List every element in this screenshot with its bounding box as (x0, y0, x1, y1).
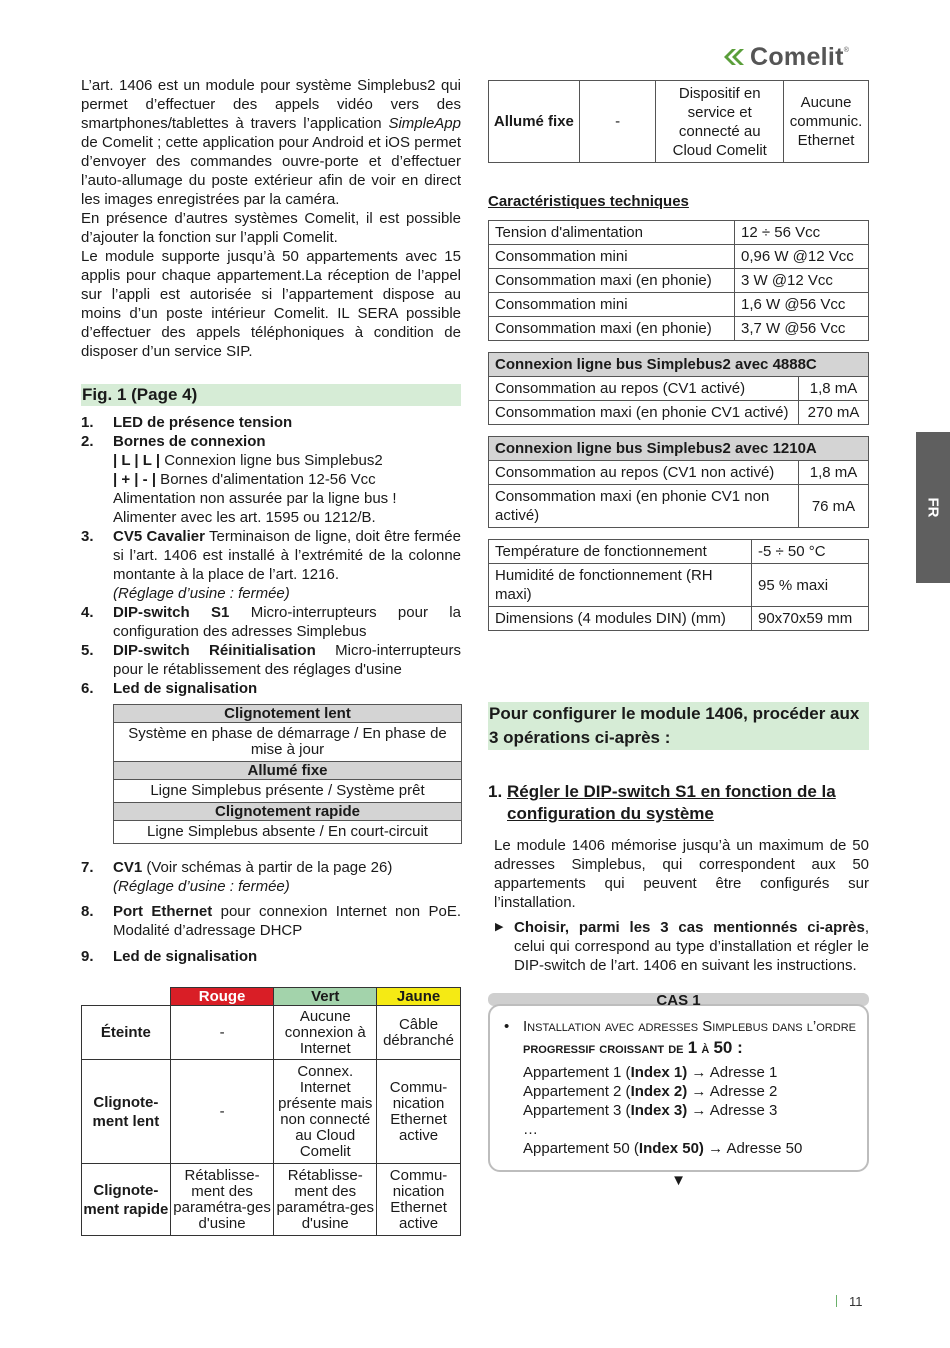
address-line-text: Appartement 1 ( (523, 1064, 631, 1081)
cell-jaune: Aucune communic. Ethernet (784, 81, 869, 163)
spec-value: 1,8 mA (799, 461, 869, 485)
spec-value: 1,8 mA (799, 377, 869, 401)
item-title: Led de signalisation (113, 680, 258, 697)
item-number: 7. (81, 859, 94, 876)
spec-value: 0,96 W @12 Vcc (735, 245, 869, 269)
list-item (81, 947, 461, 966)
address-line (523, 1063, 857, 1082)
spec-value: 3 W @12 Vcc (735, 269, 869, 293)
bullet-icon: • (504, 1018, 510, 1035)
cas-lead-bold: progressif croissant de (523, 1040, 684, 1057)
brand-registered-mark: ® (843, 46, 849, 54)
page-number (836, 1292, 863, 1311)
list-item (81, 413, 461, 432)
led-state-value: Ligne Simplebus absente / En court-circuit (114, 821, 462, 844)
right-column (488, 80, 869, 1188)
cell-vert: Dispositif en service et connecté au Cloud Comelit (656, 81, 784, 163)
cell-rouge: - (170, 1060, 274, 1164)
address-index: Index 2) (630, 1083, 688, 1100)
address-value: → Adresse 3 (687, 1102, 778, 1119)
spec-label: Humidité de fonctionnement (RH maxi) (489, 564, 752, 607)
intro-p1-pre: L’art. 1406 est un module pour système Simplebus2 qui permet d’effectuer des appels vidéo vers des smartphones/tablettes à travers l’application (81, 77, 461, 132)
col-header-vert: Vert (274, 988, 377, 1006)
cas-lead-end: 50 : (713, 1038, 743, 1057)
address-line (523, 1120, 857, 1139)
list-item (81, 679, 461, 844)
spec-value: 3,7 W @56 Vcc (735, 317, 869, 341)
cas-lead-text: Installation avec adresses Simplebus dans l’ordre (523, 1018, 856, 1035)
spec-label: Consommation maxi (en phonie) (489, 317, 735, 341)
list-item (81, 603, 461, 641)
brand-name: Comelit (750, 43, 844, 71)
list-item (81, 432, 461, 527)
row-label: Clignote-ment lent (82, 1060, 171, 1164)
cas-lead-start: 1 (687, 1038, 698, 1057)
cell-rouge: - (579, 81, 656, 163)
col-header-jaune: Jaune (377, 988, 461, 1006)
item-text: pour connexion Internet non PoE. Modalité d’adressage DHCP (113, 903, 461, 939)
cas-header: CAS 1 (488, 993, 869, 1006)
list-item (81, 527, 461, 603)
figure-legend-list (81, 413, 461, 966)
item-number: 2. (81, 433, 94, 450)
terminal-desc: Connexion ligne bus Simplebus2 (160, 452, 383, 469)
address-index: Index 50) (638, 1140, 704, 1157)
item-title: Bornes de connexion (113, 433, 266, 450)
item-title: Port Ethernet (113, 903, 213, 920)
item-title: CV5 Cavalier (113, 528, 205, 545)
ethernet-led-table (81, 987, 461, 1236)
cell-rouge: - (170, 1006, 274, 1060)
triangle-bullet-icon: ▶ (495, 921, 504, 933)
item-note: (Réglage d’usine : fermée) (113, 585, 290, 602)
language-tab-label: FR (924, 497, 942, 518)
row-label: Clignote-ment rapide (82, 1164, 171, 1236)
cas-lead (504, 1016, 857, 1059)
brand-logo (722, 44, 849, 70)
intro-app-name: SimpleApp (388, 115, 461, 132)
address-index: Index 3) (630, 1102, 688, 1119)
terminal-label: | L | L | (113, 452, 161, 469)
led-state-header: Allumé fixe (114, 762, 462, 780)
led-state-header: Clignotement lent (114, 705, 462, 723)
spec-label: Dimensions (4 modules DIN) (mm) (489, 607, 752, 631)
step-title-text: Régler le DIP-switch S1 en fonction de la configuration du système (507, 782, 836, 823)
left-column (81, 76, 461, 1236)
environment-specs-table (488, 539, 869, 631)
list-item (81, 902, 461, 940)
address-index: Index 1) (630, 1064, 688, 1081)
step-number: 1. (488, 782, 503, 801)
address-line (523, 1082, 857, 1101)
spec-value: 76 mA (799, 485, 869, 528)
specs-title: Caractéristiques techniques (488, 193, 689, 210)
terminal-label: | + | - | (113, 471, 157, 488)
cell-vert: Connex. Internet présente mais non connecté au Cloud Comelit (274, 1060, 377, 1164)
spec-value: -5 ÷ 50 °C (752, 540, 869, 564)
terminal-desc: Bornes d'alimentation 12-56 Vcc (156, 471, 376, 488)
item-title: Led de signalisation (113, 948, 258, 965)
cell-jaune: Commu-nication Ethernet active (377, 1164, 461, 1236)
cell-jaune: Câble débranché (377, 1006, 461, 1060)
col-header-rouge: Rouge (170, 988, 274, 1006)
item-text: Micro-interrupteurs pour la configuration des adresses Simplebus (113, 604, 461, 640)
address-line (523, 1139, 857, 1158)
item-number: 5. (81, 642, 94, 659)
cas-lead-to: à (701, 1040, 710, 1057)
intro-paragraph-3: Le module supporte jusqu’à 50 appartements avec 15 applis pour chaque appartement.La réception de l’appel sur l’appli est autorisée si l’appartement dispose au moins d’un poste intérieur Comelit. IL SERA possible d’effectuer des appels téléphoniques à condition de disposer d’un service SIP. (81, 248, 461, 360)
spec-label: Tension d'alimentation (489, 221, 735, 245)
address-value: → Adresse 2 (687, 1083, 778, 1100)
intro-paragraph-2: En présence d’autres systèmes Comelit, il est possible d’ajouter la fonction sur l’appli Comelit. (81, 210, 461, 246)
bus-table-header: Connexion ligne bus Simplebus2 avec 4888C (489, 353, 869, 377)
led-state-header: Clignotement rapide (114, 803, 462, 821)
item-title: DIP-switch Réinitialisation (113, 642, 316, 659)
item-number: 9. (81, 948, 94, 965)
address-list (504, 1063, 857, 1158)
step-title (488, 781, 869, 825)
address-line-text: Appartement 3 ( (523, 1102, 631, 1119)
address-value: → Adresse 50 (703, 1140, 803, 1157)
item-number: 4. (81, 604, 94, 621)
row-label: Éteinte (82, 1006, 171, 1060)
intro-paragraph-1 (81, 76, 461, 209)
row-label: Allumé fixe (489, 81, 580, 163)
empty-corner (82, 988, 171, 1006)
led-state-value: Ligne Simplebus présente / Système prêt (114, 780, 462, 803)
address-line-text: … (523, 1121, 538, 1138)
led-status-table (113, 704, 462, 844)
spec-label: Consommation mini (489, 245, 735, 269)
config-heading: Pour configurer le module 1406, procéder aux 3 opérations ci-après : (488, 702, 869, 750)
ethernet-led-table-continued (488, 80, 869, 163)
bus-4888c-table (488, 352, 869, 425)
item-number: 6. (81, 680, 94, 697)
figure-heading: Fig. 1 (Page 4) (81, 384, 461, 406)
cas-box (488, 1004, 869, 1172)
down-arrow-icon: ▼ (671, 1172, 686, 1189)
spec-label: Température de fonctionnement (489, 540, 752, 564)
item-number: 3. (81, 528, 94, 545)
item-title: DIP-switch S1 (113, 604, 230, 621)
item-title: CV1 (113, 859, 143, 876)
address-line-text: Appartement 2 ( (523, 1083, 631, 1100)
spec-label: Consommation au repos (CV1 non activé) (489, 461, 799, 485)
address-value: → Adresse 1 (687, 1064, 778, 1081)
list-item (81, 858, 461, 896)
item-text: Micro-interrupteurs pour le rétablissement des réglages d'usine (113, 642, 461, 678)
spec-value: 95 % maxi (752, 564, 869, 607)
address-line-text: Appartement 50 ( (523, 1140, 639, 1157)
instruction-rest: , celui qui correspond au type d’installation et régler le DIP-switch de l’art. 1406 en suivant les instructions. (514, 919, 869, 974)
spec-label: Consommation mini (489, 293, 735, 317)
config-paragraph: Le module 1406 mémorise jusqu’à un maximum de 50 adresses Simplebus, qui correspondent aux 50 appartements qui peuvent être configurés sur l’installation. (494, 837, 869, 911)
spec-label: Consommation au repos (CV1 activé) (489, 377, 799, 401)
cell-vert: Rétablisse-ment des paramétra-ges d'usine (274, 1164, 377, 1236)
item-number: 1. (81, 414, 94, 431)
spec-label: Consommation maxi (en phonie CV1 activé) (489, 401, 799, 425)
cell-vert: Aucune connexion à Internet (274, 1006, 377, 1060)
item-text: (Voir schémas à partir de la page 26) (142, 859, 393, 876)
power-specs-table (488, 220, 869, 341)
cell-jaune: Commu-nication Ethernet active (377, 1060, 461, 1164)
language-tab (916, 432, 950, 583)
address-line (523, 1101, 857, 1120)
cell-rouge: Rétablisse-ment des paramétra-ges d'usine (170, 1164, 274, 1236)
item-note: (Réglage d’usine : fermée) (113, 878, 290, 895)
bus-table-header: Connexion ligne bus Simplebus2 avec 1210A (489, 437, 869, 461)
page-number-divider (836, 1295, 837, 1307)
item-number: 8. (81, 903, 94, 920)
spec-value: 90x70x59 mm (752, 607, 869, 631)
spec-label: Consommation maxi (en phonie CV1 non activé) (489, 485, 799, 528)
config-instruction (488, 918, 869, 975)
spec-value: 270 mA (799, 401, 869, 425)
comelit-logo-icon (722, 48, 748, 66)
intro-p1-post: de Comelit ; cette application pour Android et iOS permet d’envoyer des commandes ouvre-porte et d’effectuer l’auto-allumage du poste extérieur afin de voir en direct les images enregistrées par la caméra. (81, 134, 461, 208)
page-number-value: 11 (849, 1294, 863, 1309)
list-item (81, 641, 461, 679)
bus-1210a-table (488, 436, 869, 528)
instruction-bold: Choisir, parmi les 3 cas mentionnés ci-après (514, 919, 865, 936)
spec-value: 1,6 W @56 Vcc (735, 293, 869, 317)
item-text: Terminaison de ligne, doit être fermée si l’art. 1406 est installé à l’extrémité de la colonne montante à la place de l’art. 1216. (113, 528, 461, 583)
power-note: Alimentation non assurée par la ligne bus ! Alimenter avec les art. 1595 ou 1212/B. (113, 490, 397, 526)
spec-value: 12 ÷ 56 Vcc (735, 221, 869, 245)
item-title: LED de présence tension (113, 414, 293, 431)
led-state-value: Système en phase de démarrage / En phase de mise à jour (114, 723, 462, 762)
spec-label: Consommation maxi (en phonie) (489, 269, 735, 293)
